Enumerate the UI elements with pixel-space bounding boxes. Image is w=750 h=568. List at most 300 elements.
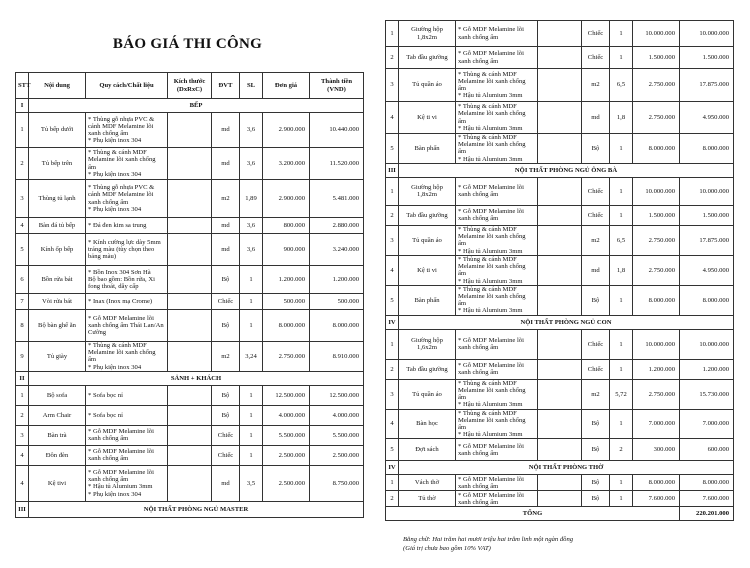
- row-stt: 1: [386, 21, 399, 47]
- row-spec: * Đá đen kim sa trung: [86, 218, 168, 234]
- row-stt: 4: [16, 465, 29, 501]
- row-content: Arm Chair: [29, 405, 86, 425]
- row-amount: 600.000: [680, 439, 734, 461]
- row-content: Tủ thờ: [399, 491, 456, 507]
- row-stt: 2: [386, 491, 399, 507]
- header-content: Nội dung: [29, 73, 86, 99]
- row-content: Bàn phấn: [399, 134, 456, 164]
- row-spec: * Gỗ MDF Melamine lõi xanh chống ẩm: [86, 445, 168, 465]
- row-unit: Bộ: [582, 475, 610, 491]
- row-price: 10.000.000: [633, 177, 680, 205]
- row-price: 10.000.000: [633, 329, 680, 359]
- table-row: [16, 218, 364, 234]
- row-unit: Bộ: [582, 491, 610, 507]
- row-unit: m2: [582, 225, 610, 255]
- row-content: Bàn phấn: [399, 285, 456, 315]
- row-amount: 2.500.000: [310, 445, 364, 465]
- row-stt: 5: [386, 285, 399, 315]
- row-size: [168, 234, 212, 266]
- row-unit: m2: [212, 180, 240, 218]
- table-row: [16, 310, 364, 342]
- row-unit: md: [212, 148, 240, 180]
- table-row: [386, 225, 734, 255]
- row-content: Kệ tivi: [29, 465, 86, 501]
- table-row: [386, 285, 734, 315]
- row-stt: 1: [386, 329, 399, 359]
- table-row: [386, 491, 734, 507]
- row-size: [168, 310, 212, 342]
- row-amount: 500.000: [310, 294, 364, 310]
- row-size: [538, 491, 582, 507]
- row-size: [538, 439, 582, 461]
- row-amount: 4.000.000: [310, 405, 364, 425]
- row-unit: m2: [582, 379, 610, 409]
- row-stt: 3: [16, 180, 29, 218]
- row-unit: m2: [212, 342, 240, 372]
- row-content: Đôn đèn: [29, 445, 86, 465]
- row-price: 900.000: [263, 234, 310, 266]
- row-price: 2.900.000: [263, 113, 310, 148]
- table-row: [386, 255, 734, 285]
- row-qty: 2: [610, 439, 633, 461]
- total-label: TỔNG: [386, 507, 680, 521]
- section-number: IV: [386, 461, 399, 475]
- row-amount: 7.000.000: [680, 409, 734, 439]
- row-price: 8.000.000: [263, 310, 310, 342]
- table-row: [386, 21, 734, 47]
- row-qty: 1: [240, 266, 263, 294]
- row-spec: * Thùng & cánh MDF Melamine lõi xanh chống ẩm * Hậu tủ Alumium 3mm: [456, 255, 538, 285]
- row-stt: 5: [16, 234, 29, 266]
- row-unit: Chiếc: [582, 21, 610, 47]
- table-row: [16, 294, 364, 310]
- row-price: 500.000: [263, 294, 310, 310]
- table-row: [386, 475, 734, 491]
- row-unit: Bộ: [582, 409, 610, 439]
- table-row: [16, 445, 364, 465]
- row-unit: m2: [582, 69, 610, 102]
- row-stt: 1: [386, 475, 399, 491]
- row-content: Tủ quần áo: [399, 69, 456, 102]
- table-row: [16, 148, 364, 180]
- row-spec: * Bồn Inox 304 Sơn Hà Bộ bao gồm: Bồn rửa, Xi fong thoát, dây cấp: [86, 266, 168, 294]
- row-stt: 3: [386, 379, 399, 409]
- row-unit: Chiếc: [582, 177, 610, 205]
- header-size: Kích thước (DxRxC): [168, 73, 212, 99]
- section-number: III: [386, 163, 399, 177]
- row-price: 7.600.000: [633, 491, 680, 507]
- row-spec: * Gỗ MDF Melamine lõi xanh chống ẩm: [456, 329, 538, 359]
- row-spec: * Thùng & cánh MDF Melamine lõi xanh chống ẩm * Hậu tủ Alumium 3mm: [456, 409, 538, 439]
- row-amount: 10.000.000: [680, 177, 734, 205]
- row-price: 3.200.000: [263, 148, 310, 180]
- row-price: 2.900.000: [263, 180, 310, 218]
- row-size: [168, 385, 212, 405]
- row-amount: 8.910.000: [310, 342, 364, 372]
- table-row: [16, 266, 364, 294]
- row-qty: 6,5: [610, 225, 633, 255]
- row-unit: Chiếc: [212, 445, 240, 465]
- vat-note: (Giá trị chưa bao gồm 10% VAT): [403, 544, 491, 552]
- row-content: Đợt sách: [399, 439, 456, 461]
- row-amount: 3.240.000: [310, 234, 364, 266]
- row-content: Kệ ti vi: [399, 255, 456, 285]
- row-qty: 3,5: [240, 465, 263, 501]
- section-name: NỘI THẤT PHÒNG NGỦ CON: [399, 315, 734, 329]
- row-stt: 3: [16, 425, 29, 445]
- row-spec: * Thùng & cánh MDF Melamine lõi xanh chống ẩm * Hậu tủ Alumium 3mm: [456, 285, 538, 315]
- row-qty: 3,24: [240, 342, 263, 372]
- row-stt: 2: [386, 359, 399, 379]
- section-header-row: [386, 315, 734, 329]
- row-spec: * Gỗ MDF Melamine lõi xanh chống ẩm: [456, 439, 538, 461]
- row-content: Tủ bếp trên: [29, 148, 86, 180]
- row-unit: Bộ: [212, 266, 240, 294]
- table-row: [386, 379, 734, 409]
- row-stt: 2: [16, 405, 29, 425]
- table-row: [16, 342, 364, 372]
- row-size: [538, 329, 582, 359]
- row-stt: 2: [16, 148, 29, 180]
- row-amount: 8.750.000: [310, 465, 364, 501]
- section-name: BẾP: [29, 99, 364, 113]
- row-spec: * Gỗ MDF Melamine lõi xanh chống ẩm * Hậu tủ Alumium 3mm * Phụ kiện inox 304: [86, 465, 168, 501]
- row-content: Bồn rửa bát: [29, 266, 86, 294]
- section-name: NỘI THẤT PHÒNG THỜ: [399, 461, 734, 475]
- section-number: II: [16, 371, 29, 385]
- row-amount: 8.000.000: [680, 475, 734, 491]
- row-spec: * Thùng & cánh MDF Melamine lõi xanh chống ẩm * Hậu tủ Alumium 3mm: [456, 69, 538, 102]
- row-spec: * Thùng & cánh MDF Melamine lõi xanh chống ẩm * Hậu tủ Alumium 3mm: [456, 225, 538, 255]
- row-stt: 5: [386, 134, 399, 164]
- row-amount: 1.200.000: [680, 359, 734, 379]
- row-content: Thùng tủ lạnh: [29, 180, 86, 218]
- row-price: 7.000.000: [633, 409, 680, 439]
- row-size: [168, 113, 212, 148]
- row-stt: 1: [16, 385, 29, 405]
- page-title: BÁO GIÁ THI CÔNG: [112, 36, 263, 52]
- row-price: 5.500.000: [263, 425, 310, 445]
- row-amount: 5.481.000: [310, 180, 364, 218]
- row-content: Tủ quần áo: [399, 379, 456, 409]
- row-qty: 1: [610, 47, 633, 69]
- row-size: [538, 475, 582, 491]
- row-content: Vòi rửa bát: [29, 294, 86, 310]
- row-content: Kính ốp bếp: [29, 234, 86, 266]
- row-price: 2.500.000: [263, 465, 310, 501]
- row-unit: Chiếc: [582, 359, 610, 379]
- row-spec: * Gỗ MDF Melamine lõi xanh chống ẩm Thái Lan/An Cường: [86, 310, 168, 342]
- row-content: Bộ sofa: [29, 385, 86, 405]
- row-price: 1.200.000: [633, 359, 680, 379]
- row-unit: Bộ: [582, 134, 610, 164]
- row-size: [538, 205, 582, 225]
- row-amount: 4.950.000: [680, 255, 734, 285]
- row-qty: 1: [610, 359, 633, 379]
- table-row: [386, 177, 734, 205]
- row-size: [168, 148, 212, 180]
- row-qty: 1: [240, 310, 263, 342]
- row-spec: * Kính cường lực dày 5mm tráng màu (tùy chọn theo bảng màu): [86, 234, 168, 266]
- row-price: 2.750.000: [263, 342, 310, 372]
- row-unit: md: [582, 255, 610, 285]
- row-qty: 3,6: [240, 148, 263, 180]
- table-row: [386, 69, 734, 102]
- row-spec: * Thùng gỗ nhựa PVC & cánh MDF Melamine lõi xanh chống ẩm * Phụ kiện inox 304: [86, 180, 168, 218]
- row-price: 10.000.000: [633, 21, 680, 47]
- row-qty: 1: [610, 329, 633, 359]
- row-size: [168, 266, 212, 294]
- row-unit: Chiếc: [582, 205, 610, 225]
- row-qty: 1: [610, 491, 633, 507]
- row-size: [538, 47, 582, 69]
- section-number: III: [16, 501, 29, 517]
- section-header-row: [386, 461, 734, 475]
- row-amount: 1.500.000: [680, 205, 734, 225]
- row-stt: 2: [386, 205, 399, 225]
- table-row: [16, 113, 364, 148]
- row-stt: 3: [386, 69, 399, 102]
- row-content: Tab đầu giường: [399, 359, 456, 379]
- row-content: Tủ bếp dưới: [29, 113, 86, 148]
- row-content: Giường hộp 1,8x2m: [399, 21, 456, 47]
- row-size: [168, 294, 212, 310]
- row-size: [538, 225, 582, 255]
- row-qty: 1: [240, 294, 263, 310]
- table-row: [16, 385, 364, 405]
- row-stt: 2: [386, 47, 399, 69]
- row-unit: md: [212, 234, 240, 266]
- row-stt: 4: [16, 218, 29, 234]
- row-amount: 15.730.000: [680, 379, 734, 409]
- row-stt: 9: [16, 342, 29, 372]
- section-header-row: [16, 371, 364, 385]
- row-amount: 10.000.000: [680, 329, 734, 359]
- row-content: Bàn học: [399, 409, 456, 439]
- row-unit: md: [212, 465, 240, 501]
- row-stt: 4: [16, 445, 29, 465]
- row-stt: 5: [386, 439, 399, 461]
- row-spec: * Sofa bọc nỉ: [86, 405, 168, 425]
- row-qty: 1,8: [610, 102, 633, 134]
- row-stt: 8: [16, 310, 29, 342]
- header-stt: STT: [16, 73, 29, 99]
- header-unit: ĐVT: [212, 73, 240, 99]
- row-qty: 1,89: [240, 180, 263, 218]
- amount-in-words-note: [403, 536, 573, 553]
- quote-table-left: [15, 72, 364, 518]
- row-price: 800.000: [263, 218, 310, 234]
- header-amount: Thành tiền (VND): [310, 73, 364, 99]
- row-spec: * Gỗ MDF Melamine lõi xanh chống ẩm: [456, 359, 538, 379]
- row-qty: 1: [610, 285, 633, 315]
- section-name: NỘI THẤT PHÒNG NGỦ ÔNG BÀ: [399, 163, 734, 177]
- section-number: I: [16, 99, 29, 113]
- row-stt: 4: [386, 409, 399, 439]
- row-stt: 7: [16, 294, 29, 310]
- row-unit: Bộ: [212, 310, 240, 342]
- row-spec: * Gỗ MDF Melamine lõi xanh chống ẩm: [456, 47, 538, 69]
- total-amount: 220.201.000: [680, 507, 734, 521]
- row-spec: * Thùng & cánh MDF Melamine lõi xanh chống ẩm * Hậu tủ Alumium 3mm: [456, 379, 538, 409]
- row-size: [538, 285, 582, 315]
- row-spec: * Thùng & cánh MDF Melamine lõi xanh chống ẩm * Phụ kiện inox 304: [86, 342, 168, 372]
- row-content: Giường hộp 1,6x2m: [399, 329, 456, 359]
- row-size: [538, 177, 582, 205]
- row-spec: * Sofa bọc nỉ: [86, 385, 168, 405]
- row-price: 1.500.000: [633, 205, 680, 225]
- row-unit: Bộ: [582, 439, 610, 461]
- row-spec: * Thùng & cánh MDF Melamine lõi xanh chống ẩm * Phụ kiện inox 304: [86, 148, 168, 180]
- row-qty: 1: [610, 409, 633, 439]
- header-qty: SL: [240, 73, 263, 99]
- row-size: [538, 379, 582, 409]
- table-row: [16, 425, 364, 445]
- row-unit: md: [582, 102, 610, 134]
- row-amount: 1.200.000: [310, 266, 364, 294]
- row-qty: 1: [240, 405, 263, 425]
- row-stt: 4: [386, 255, 399, 285]
- row-size: [538, 134, 582, 164]
- row-spec: * Thùng & cánh MDF Melamine lõi xanh chống ẩm * Hậu tủ Alumium 3mm: [456, 102, 538, 134]
- row-qty: 5,72: [610, 379, 633, 409]
- row-price: 2.750.000: [633, 225, 680, 255]
- section-name: NỘI THẤT PHÒNG NGỦ MASTER: [29, 501, 364, 517]
- row-amount: 10.000.000: [680, 21, 734, 47]
- row-amount: 2.880.000: [310, 218, 364, 234]
- row-unit: Chiếc: [212, 425, 240, 445]
- row-size: [538, 255, 582, 285]
- row-content: Kệ ti vi: [399, 102, 456, 134]
- row-size: [538, 359, 582, 379]
- row-size: [168, 405, 212, 425]
- row-amount: 12.500.000: [310, 385, 364, 405]
- table-row: [16, 180, 364, 218]
- row-amount: 1.500.000: [680, 47, 734, 69]
- row-content: Tủ quần áo: [399, 225, 456, 255]
- row-spec: * Gỗ MDF Melamine lõi xanh chống ẩm: [86, 425, 168, 445]
- row-size: [168, 342, 212, 372]
- row-spec: * Inax (Inox mạ Crome): [86, 294, 168, 310]
- row-amount: 8.000.000: [310, 310, 364, 342]
- row-size: [168, 425, 212, 445]
- row-qty: 3,6: [240, 113, 263, 148]
- amount-in-words: Bằng chữ: Hai trăm hai mươi triệu hai trăm linh một ngàn đồng: [403, 536, 574, 543]
- row-content: Tab đầu giường: [399, 205, 456, 225]
- row-amount: 10.440.000: [310, 113, 364, 148]
- row-qty: 1: [240, 385, 263, 405]
- row-price: 12.500.000: [263, 385, 310, 405]
- row-price: 1.500.000: [633, 47, 680, 69]
- row-qty: 1: [240, 425, 263, 445]
- row-spec: * Gỗ MDF Melamine lõi xanh chống ẩm: [456, 205, 538, 225]
- row-amount: 8.000.000: [680, 285, 734, 315]
- row-unit: Chiếc: [582, 47, 610, 69]
- row-amount: 8.000.000: [680, 134, 734, 164]
- row-size: [168, 218, 212, 234]
- row-qty: 6,5: [610, 69, 633, 102]
- row-price: 8.000.000: [633, 475, 680, 491]
- row-amount: 17.875.000: [680, 69, 734, 102]
- row-amount: 7.600.000: [680, 491, 734, 507]
- row-qty: 1: [610, 205, 633, 225]
- row-spec: * Thùng gỗ nhựa PVC & cánh MDF Melamine lõi xanh chống ẩm * Phụ kiện inox 304: [86, 113, 168, 148]
- row-amount: 11.520.000: [310, 148, 364, 180]
- row-unit: Bộ: [582, 285, 610, 315]
- row-content: Vách thờ: [399, 475, 456, 491]
- table-row: [16, 234, 364, 266]
- row-unit: Bộ: [212, 385, 240, 405]
- section-header-row: [16, 501, 364, 517]
- row-stt: 1: [16, 113, 29, 148]
- row-content: Bộ bàn ghế ăn: [29, 310, 86, 342]
- row-qty: 1: [610, 134, 633, 164]
- section-name: SẢNH + KHÁCH: [29, 371, 364, 385]
- row-stt: 4: [386, 102, 399, 134]
- row-price: 2.500.000: [263, 445, 310, 465]
- row-amount: 4.950.000: [680, 102, 734, 134]
- row-price: 4.000.000: [263, 405, 310, 425]
- section-header-row: [386, 163, 734, 177]
- row-spec: * Gỗ MDF Melamine lõi xanh chống ẩm: [456, 475, 538, 491]
- table-row: [386, 359, 734, 379]
- section-header-row: [16, 99, 364, 113]
- row-unit: md: [212, 218, 240, 234]
- row-size: [538, 69, 582, 102]
- row-qty: 1,8: [610, 255, 633, 285]
- row-unit: Chiếc: [212, 294, 240, 310]
- row-price: 2.750.000: [633, 379, 680, 409]
- table-row: [386, 205, 734, 225]
- row-price: 8.000.000: [633, 134, 680, 164]
- row-qty: 1: [240, 445, 263, 465]
- row-content: Bàn đá tủ bếp: [29, 218, 86, 234]
- row-qty: 1: [610, 21, 633, 47]
- header-price: Đơn giá: [263, 73, 310, 99]
- row-stt: 6: [16, 266, 29, 294]
- row-unit: md: [212, 113, 240, 148]
- row-spec: * Gỗ MDF Melamine lõi xanh chống ẩm: [456, 177, 538, 205]
- table-row: [16, 405, 364, 425]
- header-spec: Quy cách/Chất liệu: [86, 73, 168, 99]
- row-size: [168, 445, 212, 465]
- table-row: [386, 329, 734, 359]
- row-stt: 1: [386, 177, 399, 205]
- row-size: [538, 102, 582, 134]
- row-size: [538, 21, 582, 47]
- row-qty: 3,6: [240, 234, 263, 266]
- row-content: Tab đầu giường: [399, 47, 456, 69]
- row-price: 2.750.000: [633, 69, 680, 102]
- row-unit: Bộ: [212, 405, 240, 425]
- row-content: Bàn trà: [29, 425, 86, 445]
- row-stt: 3: [386, 225, 399, 255]
- table-row: [386, 134, 734, 164]
- row-size: [538, 409, 582, 439]
- table-header-row: [16, 73, 364, 99]
- row-size: [168, 465, 212, 501]
- row-price: 2.750.000: [633, 255, 680, 285]
- table-row: [16, 465, 364, 501]
- row-content: Giường hộp 1,8x2m: [399, 177, 456, 205]
- row-spec: * Thùng & cánh MDF Melamine lõi xanh chống ẩm * Hậu tủ Alumium 3mm: [456, 134, 538, 164]
- table-row: [386, 409, 734, 439]
- row-qty: 3,6: [240, 218, 263, 234]
- row-price: 2.750.000: [633, 102, 680, 134]
- table-row: [386, 439, 734, 461]
- section-number: IV: [386, 315, 399, 329]
- row-content: Tủ giày: [29, 342, 86, 372]
